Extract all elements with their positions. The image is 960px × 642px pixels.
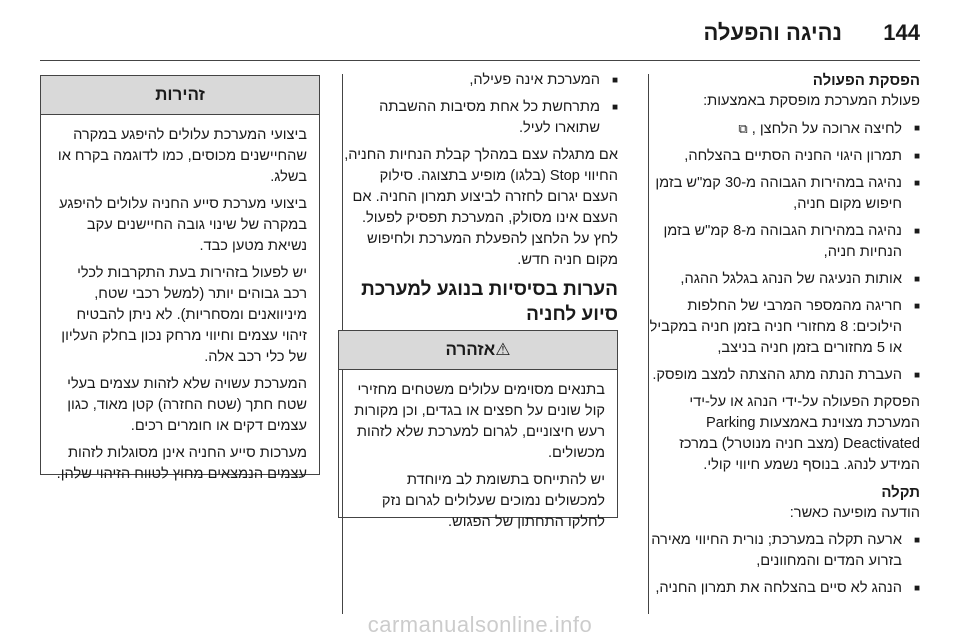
stop-item: ■ לחיצה ארוכה על הלחצן , ⧉ [642, 118, 920, 140]
stop-item: ■ נהיגה במהירות הגבוהה מ-30 קמ"ש בזמן חיפוש מקום חניה, [642, 173, 920, 215]
page-header [0, 0, 960, 60]
fault-item: ■ הנהג לא סיים בהצלחה את תמרון החניה, [642, 578, 920, 599]
column-notes [340, 70, 618, 341]
stop-item: ■ העברת הנתה מתג ההצתה למצב מופסק. [642, 365, 920, 386]
header-rule [40, 60, 920, 61]
warning-text: בתנאים מסוימים עלולים משטחים מחזירי קול שונים על חפצים או בגדים, וכן מקורות רעש חיצוניים, לגרום למערכת שלא לזהות מכשולים. [354, 382, 605, 461]
caution-text: ביצועי המערכת עלולים להיפגע במקרה שהחיישנים מכוסים, כמו לדוגמה בקרח או בשלג. [57, 127, 307, 185]
watermark: carmanualsonline.info [367, 612, 593, 637]
stop-item: ■ נהיגה במהירות הגבוהה מ-8 קמ"ש בזמן הנחיות חניה, [642, 221, 920, 263]
chapter-title: נהיגה והפעלה [703, 20, 842, 45]
caution-text: ביצועי מערכת סייע החניה עלולים להיפגע במקרה של שינוי גובה החיישנים עקב נשיאת מטען כבד. [59, 196, 307, 254]
caution-text: יש לפעול בזהירות בעת התקרבות לכלי רכב גבוהים יותר (למשל רכבי שטח, מיניוואנים ומסחריות). לא ניתן להבטיח זיהוי עצמים וחיווי מרחק נכון בחלק העליון של כלי רכב אלה. [61, 265, 307, 365]
stop-item: ■ אותות הנעיגה של הנהג בגלגל ההגה, [642, 269, 920, 290]
fault-item: ■ ארעה תקלה במערכת; נורית החיווי מאירה בזרוע המדים והמחוונים, [642, 530, 920, 572]
manual-stop-text: הפסקת הפעולה על-ידי הנהג או על-ידי המערכת מצוינת באמצעות Parking Deactivated (מצב חניה מנוטרל) במרכז המידע לנהג. בנוסף נשמע חיווי קולי. [679, 394, 920, 473]
caution-text: מערכות סייע החניה אינן מסוגלות לזהות עצמים הנמצאים מחוץ לטווח הזיהוי שלהן. [56, 445, 307, 482]
warning-header: ⚠אזהרה [339, 331, 617, 370]
inactive-item: ■ מתרחשת כל אחת מסיבות ההשבתה שתוארו לעיל. [340, 97, 618, 139]
warning-box [338, 330, 618, 530]
stop-item: ■ תמרון היגוי החניה הסתיים בהצלחה, [642, 146, 920, 167]
stop-item: ■ חריגה מהמספר המרבי של החלפות הילוכים: 8 מחזורי חניה בזמן חניה במקביל או 5 מחזורים בזמן חניה בניצב, [642, 296, 920, 359]
warning-icon: ⚠ [495, 340, 511, 359]
heading-fault: תקלה [881, 484, 920, 501]
caution-text: המערכת עשויה שלא לזהות עצמים בעלי שטח חתך (שטח החזרה) קטן מאוד, כגון עצמים דקים או חומרים רכים. [67, 376, 307, 434]
heading-stop: הפסקת הפעולה [812, 72, 920, 89]
column-stop-and-fault [642, 70, 920, 605]
stop-intro: פעולת המערכת מופסקת באמצעות: [703, 93, 920, 109]
inactive-item: ■ המערכת אינה פעילה, [340, 70, 618, 91]
obstacle-paragraph: אם מתגלה עצם במהלך קבלת הנחיות החניה, החיווי Stop (בלגו) מופיע בתצוגה. סילוק העצם יגרום לחזרה לביצוע תמרון החניה. אם העצם אינו מסולק, המערכת תפסיק לפעול. לחץ על הלחצן להפעלת המערכת ולחיפוש מקום חניה חדש. [344, 147, 618, 268]
section-title: הערות בסיסיות בנוגע למערכת סיוע לחניה [361, 279, 618, 325]
park-assist-icon: ⧉ [738, 121, 748, 136]
page-number: 144 [883, 20, 920, 45]
fault-intro: הודעה מופיעה כאשר: [789, 505, 920, 521]
caution-header: זהירות [41, 76, 319, 115]
caution-box [40, 75, 320, 482]
warning-text: יש להתייחס בתשומת לב מיוחדת למכשולים נמוכים שעלולים לגרום נזק לחלקו התחתון של הפגוש. [381, 472, 605, 530]
